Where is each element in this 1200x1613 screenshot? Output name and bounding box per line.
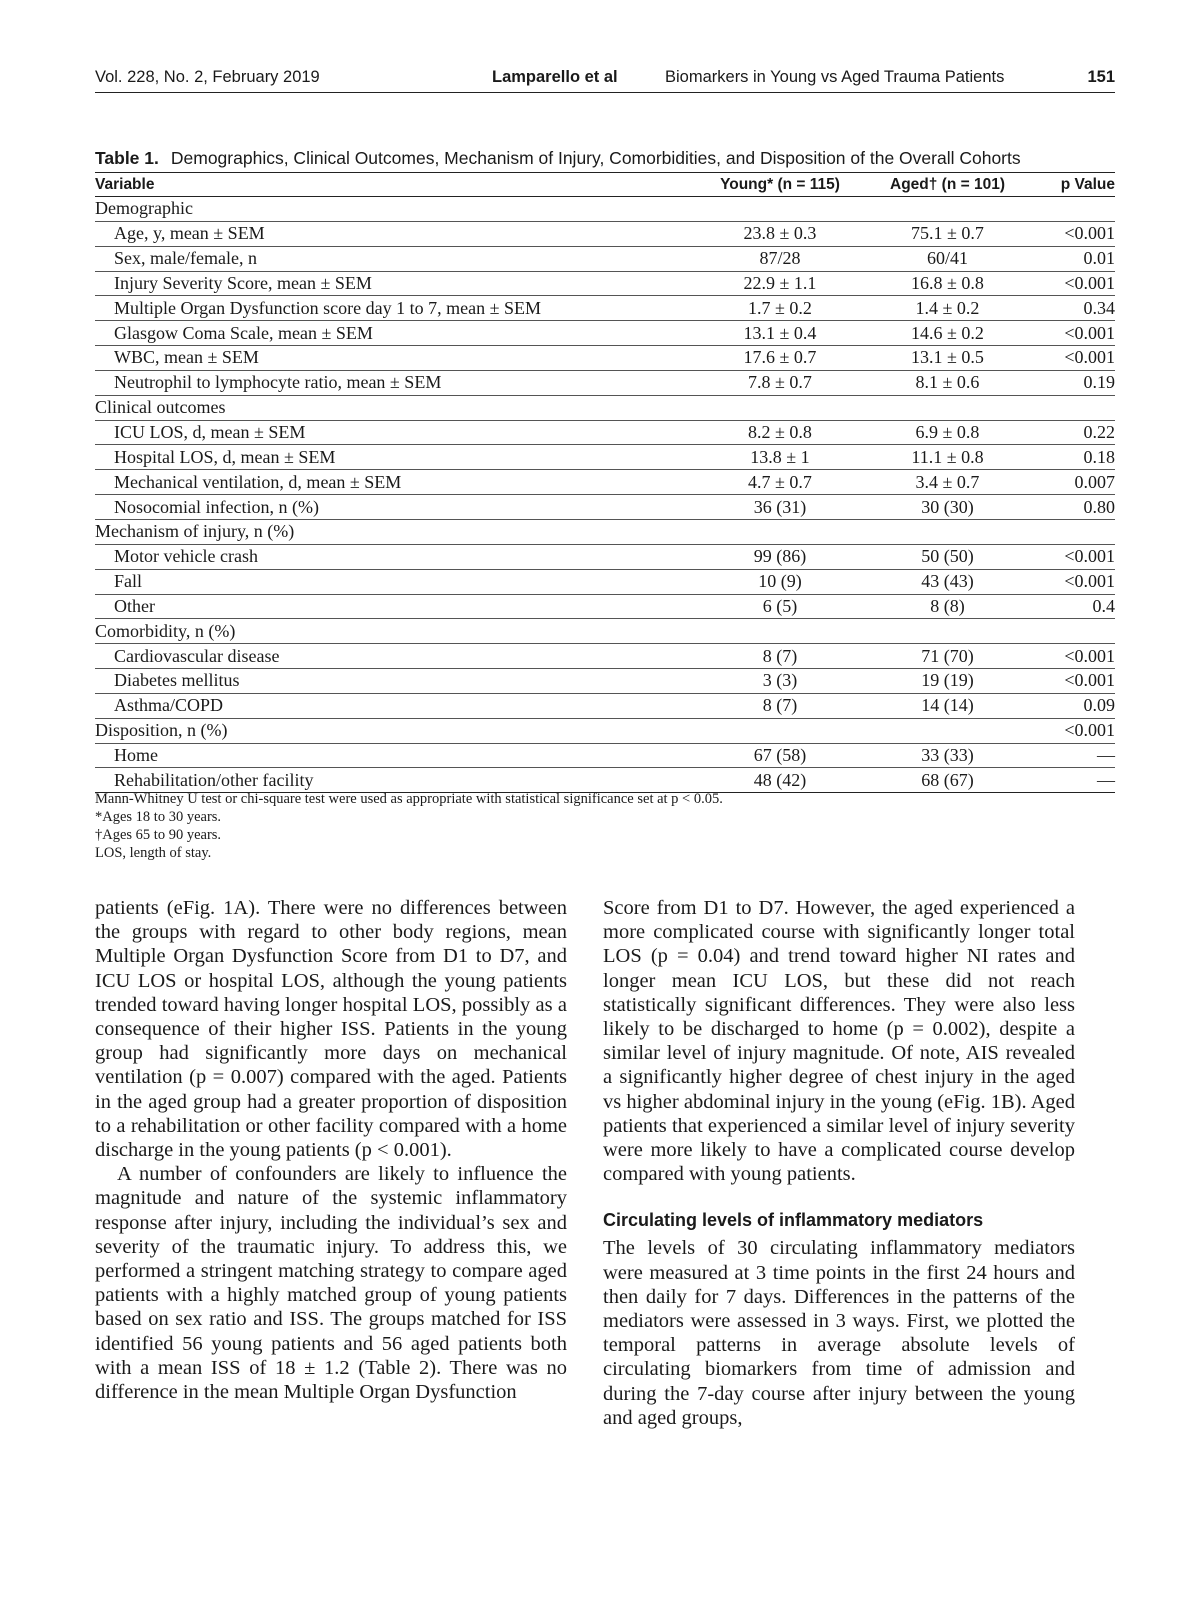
aged-value: 75.1 ± 0.7 (911, 223, 984, 244)
aged-value: 13.1 ± 0.5 (911, 347, 984, 368)
body-paragraph: Score from D1 to D7. However, the aged experienced a more complicated course with significantly longer total LOS (p = 0.04) and trend toward higher NI rates and longer mean ICU LOS, but these did not reach statistically significant differences. They were also less likely to be discharged to home (p = 0.002), despite a similar level of injury magnitude. Of note, AIS revealed a significantly higher degree of chest injury in the aged vs higher abdominal injury in the young (eFig. 1B). Aged patients that experienced a similar level of injury severity were more likely to have a complicated course develop compared with young patients. (603, 897, 1076, 1186)
aged-value (860, 619, 1015, 644)
aged-value: 60/41 (926, 248, 968, 269)
young-value (670, 395, 860, 420)
table-section-row (95, 395, 1115, 420)
body-column-left (95, 896, 567, 1404)
aged-value (860, 395, 1015, 420)
p-value: <0.001 (1064, 223, 1115, 244)
table-caption-text: Demographics, Clinical Outcomes, Mechanism of Injury, Comorbidities, and Disposition of the Overall Cohorts (170, 148, 1021, 168)
aged-value: 14 (14) (921, 695, 974, 716)
row-label: ICU LOS, d, mean ± SEM (114, 422, 306, 443)
young-value: 4.7 ± 0.7 (748, 471, 812, 492)
table-caption (95, 148, 1115, 169)
p-value: <0.001 (1064, 645, 1115, 666)
p-value: — (1097, 744, 1115, 765)
young-value: 1.7 ± 0.2 (748, 297, 812, 318)
young-value: 7.8 ± 0.7 (748, 372, 812, 393)
p-value: 0.34 (1083, 297, 1115, 318)
aged-value (860, 718, 1015, 743)
table-row (95, 743, 1115, 768)
aged-value: 14.6 ± 0.2 (911, 322, 984, 343)
table-row (95, 445, 1115, 470)
p-value (1015, 197, 1115, 222)
body-paragraph: The levels of 30 circulating inflammatory mediators were measured at 3 time points in the first 24 hours and then daily for 7 days. Differences in the patterns of the mediators were assessed in 3 ways. First, we plotted the temporal patterns in average absolute levels of circulating biomarkers from time of admission and during the 7-day course after injury between the young and aged groups, (603, 1237, 1075, 1429)
young-value (670, 197, 860, 222)
table-row (95, 246, 1115, 271)
p-value (1015, 619, 1115, 644)
p-value: 0.007 (1074, 471, 1115, 492)
row-label: Fall (114, 571, 143, 592)
p-value: 0.4 (1092, 595, 1115, 616)
p-value: 0.09 (1083, 695, 1115, 716)
row-label: Hospital LOS, d, mean ± SEM (114, 446, 336, 467)
young-value: 99 (86) (753, 546, 807, 567)
aged-value: 19 (19) (921, 670, 974, 691)
aged-value: 16.8 ± 0.8 (911, 272, 984, 293)
table-section-row (95, 197, 1115, 222)
young-value: 23.8 ± 0.3 (743, 223, 817, 244)
body-paragraph: patients (eFig. 1A). There were no differences between the groups with regard to other body regions, mean Multiple Organ Dysfunction Score from D1 to D7, and ICU LOS or hospital LOS, although the young patients trended toward having longer hospital LOS, possibly as a consequence of their higher ISS. Patients in the young group had significantly more days on mechanical ventilation (p = 0.007) compared with the aged. Patients in the aged group had a greater proportion of disposition to a rehabilitation or other facility compared with a home discharge in the young patients (p < 0.001). (95, 897, 567, 1162)
table-row (95, 644, 1115, 669)
section-heading: Circulating levels of inflammatory mediators (603, 1210, 984, 1231)
row-label: Sex, male/female, n (114, 248, 257, 269)
aged-value: 8 (8) (930, 595, 965, 616)
row-label: Multiple Organ Dysfunction score day 1 to 7, mean ± SEM (114, 297, 541, 318)
p-value: 0.19 (1083, 372, 1115, 393)
table-row (95, 669, 1115, 694)
p-value: 0.01 (1083, 248, 1115, 269)
aged-value: 33 (33) (921, 744, 974, 765)
table-body (95, 197, 1115, 793)
aged-value: 3.4 ± 0.7 (915, 471, 980, 492)
p-value: <0.001 (1064, 670, 1115, 691)
body-column-right (603, 896, 1075, 1430)
column-header-p-value: p Value (1060, 175, 1115, 193)
row-label: Diabetes mellitus (114, 670, 240, 691)
p-value: 0.22 (1083, 422, 1115, 443)
table-row (95, 470, 1115, 495)
young-value (670, 619, 860, 644)
p-value: — (1097, 769, 1115, 790)
p-value (1015, 395, 1115, 420)
footnote-los: LOS, length of stay. (95, 845, 212, 861)
demographics-table (95, 172, 1115, 793)
row-label: Glasgow Coma Scale, mean ± SEM (114, 322, 373, 343)
row-label: Motor vehicle crash (114, 546, 258, 567)
footnote-young-ages: *Ages 18 to 30 years. (95, 809, 222, 825)
running-header (95, 62, 1115, 93)
table-section-row (95, 519, 1115, 544)
aged-value: 68 (67) (921, 769, 974, 790)
aged-value: 50 (50) (921, 546, 974, 567)
table-row (95, 544, 1115, 569)
column-header-aged: Aged† (n = 101) (890, 175, 1005, 193)
row-label: Injury Severity Score, mean ± SEM (114, 272, 372, 293)
p-value (1015, 519, 1115, 544)
row-label: Comorbidity, n (%) (95, 620, 236, 641)
row-label: Demographic (95, 198, 193, 219)
young-value (670, 519, 860, 544)
column-header-young: Young* (n = 115) (720, 175, 840, 193)
young-value: 67 (58) (753, 744, 807, 765)
p-value: <0.001 (1064, 546, 1115, 567)
row-label: Disposition, n (%) (95, 720, 228, 741)
young-value: 8.2 ± 0.8 (748, 422, 812, 443)
young-value: 22.9 ± 1.1 (743, 272, 817, 293)
young-value: 3 (3) (762, 670, 798, 691)
table-label: Table 1. (95, 148, 159, 168)
table-footnotes (95, 790, 1115, 862)
table-row (95, 296, 1115, 321)
p-value: <0.001 (1064, 272, 1115, 293)
aged-value: 71 (70) (921, 645, 974, 666)
p-value: <0.001 (1064, 322, 1115, 343)
p-value: <0.001 (1064, 571, 1115, 592)
row-label: Neutrophil to lymphocyte ratio, mean ± SEM (114, 372, 442, 393)
body-paragraph: A number of confounders are likely to influence the magnitude and nature of the systemic inflammatory response after injury, including the individual’s sex and severity of the traumatic injury. To address this, we performed a stringent matching strategy to compare aged patients with a highly matched group of young patients based on sex ratio and ISS. The groups matched for ISS identified 56 young patients and 56 aged patients both with a mean ISS of 18 ± 1.2 (Table 2). There was no difference in the mean Multiple Organ Dysfunction (95, 1163, 567, 1404)
table-row (95, 321, 1115, 346)
row-label: Other (114, 595, 155, 616)
aged-value: 1.4 ± 0.2 (915, 297, 980, 318)
footnote-statistics: Mann-Whitney U test or chi-square test were used as appropriate with statistical significance set at p < 0.05. (95, 791, 723, 807)
p-value: 0.80 (1083, 496, 1115, 517)
young-value: 17.6 ± 0.7 (743, 347, 817, 368)
table-row (95, 420, 1115, 445)
young-value: 8 (7) (762, 645, 798, 666)
young-value: 6 (5) (762, 595, 798, 616)
aged-value: 6.9 ± 0.8 (915, 422, 980, 443)
aged-value: 11.1 ± 0.8 (911, 446, 984, 467)
p-value: <0.001 (1064, 720, 1115, 741)
row-label: Mechanism of injury, n (%) (95, 521, 295, 542)
row-label: Mechanical ventilation, d, mean ± SEM (114, 471, 402, 492)
row-label: WBC, mean ± SEM (114, 347, 259, 368)
row-label: Asthma/COPD (114, 695, 224, 716)
row-label: Rehabilitation/other facility (114, 769, 314, 790)
row-label: Age, y, mean ± SEM (114, 223, 265, 244)
table-section-row (95, 718, 1115, 743)
table-row (95, 693, 1115, 718)
running-authors: Lamparello et al (492, 68, 618, 86)
row-label: Home (114, 744, 158, 765)
aged-value (860, 197, 1015, 222)
table-row (95, 221, 1115, 246)
table-row (95, 271, 1115, 296)
table-row (95, 346, 1115, 371)
row-label: Clinical outcomes (95, 397, 226, 418)
page-number: 151 (1087, 68, 1115, 86)
young-value: 87/28 (759, 248, 801, 269)
aged-value (860, 519, 1015, 544)
young-value (670, 718, 860, 743)
p-value: 0.18 (1083, 446, 1115, 467)
young-value: 13.8 ± 1 (750, 446, 810, 467)
table-row (95, 569, 1115, 594)
table-section-row (95, 619, 1115, 644)
row-label: Cardiovascular disease (114, 645, 280, 666)
footnote-aged-ages: †Ages 65 to 90 years. (95, 827, 222, 843)
young-value: 10 (9) (758, 571, 802, 592)
journal-volume: Vol. 228, No. 2, February 2019 (95, 68, 320, 86)
table-row (95, 370, 1115, 395)
young-value: 13.1 ± 0.4 (743, 322, 817, 343)
young-value: 8 (7) (762, 695, 798, 716)
table-header-row (95, 173, 1115, 197)
aged-value: 8.1 ± 0.6 (915, 372, 980, 393)
column-header-variable: Variable (95, 175, 155, 193)
young-value: 48 (42) (753, 769, 807, 790)
row-label: Nosocomial infection, n (%) (114, 496, 319, 517)
aged-value: 43 (43) (921, 571, 974, 592)
young-value: 36 (31) (753, 496, 807, 517)
table-row (95, 594, 1115, 619)
table-row (95, 495, 1115, 520)
aged-value: 30 (30) (921, 496, 974, 517)
p-value: <0.001 (1064, 347, 1115, 368)
running-title: Biomarkers in Young vs Aged Trauma Patients (665, 68, 1005, 86)
